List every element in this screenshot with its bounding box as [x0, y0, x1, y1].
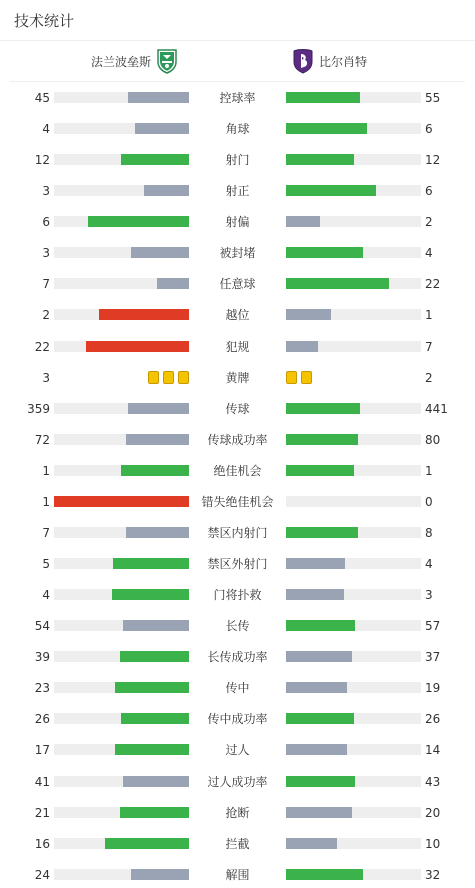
home-stat-bar	[121, 713, 189, 724]
stat-row	[0, 181, 475, 201]
away-stat-bar-track	[286, 278, 421, 289]
home-stat-bar-track	[54, 465, 189, 476]
home-stat-bar-track	[54, 309, 189, 320]
away-stat-value: 12	[425, 153, 441, 168]
home-stat-value: 45	[34, 91, 50, 105]
stat-label: 绝佳机会	[213, 463, 262, 478]
away-team[interactable]	[292, 48, 367, 74]
home-stat-value: 6	[42, 215, 50, 230]
home-stat-bar-track	[54, 682, 189, 693]
away-stat-bar	[286, 309, 331, 320]
away-stat-bar-track	[286, 527, 421, 538]
stat-label: 解围	[225, 867, 250, 882]
away-stat-bar	[286, 154, 354, 165]
home-stat-bar-track	[54, 651, 189, 662]
stat-label: 传球	[225, 401, 250, 416]
away-stat-bar-track	[286, 465, 421, 476]
stat-label: 过人成功率	[207, 774, 268, 789]
home-stat-bar	[128, 92, 189, 103]
home-stat-bar	[131, 247, 189, 258]
away-stat-value: 4	[425, 557, 433, 572]
home-stat-value: 17	[34, 743, 50, 758]
away-stat-value: 0	[425, 494, 433, 509]
away-team-name: 比尔肖特	[319, 54, 368, 69]
away-stat-bar-track	[286, 744, 421, 755]
stat-label: 长传	[225, 619, 250, 634]
stat-label: 射门	[225, 153, 250, 168]
stat-label: 黄牌	[225, 370, 250, 385]
stat-label: 越位	[225, 308, 250, 323]
away-stat-bar	[286, 558, 345, 569]
stat-label: 射正	[225, 184, 250, 199]
stat-label: 任意球	[219, 277, 256, 292]
home-stat-value: 22	[34, 339, 50, 354]
away-stat-bar	[286, 341, 318, 352]
home-stat-value: 7	[42, 277, 50, 292]
home-stat-bar	[54, 496, 189, 507]
home-stat-value: 3	[42, 184, 50, 199]
away-stat-bar-track	[286, 776, 421, 787]
home-stat-value: 41	[34, 774, 50, 789]
stat-row	[0, 803, 475, 823]
away-stat-bar	[286, 216, 320, 227]
away-stat-bar	[286, 92, 360, 103]
stat-row	[0, 305, 475, 325]
home-stat-value: 3	[42, 246, 50, 261]
stat-row	[0, 243, 475, 263]
away-stat-bar-track	[286, 589, 421, 600]
stat-row	[0, 88, 475, 108]
home-stat-value: 2	[42, 308, 50, 323]
home-stat-bar	[121, 465, 189, 476]
away-stat-value: 3	[425, 588, 433, 603]
away-stat-bar-track	[286, 92, 421, 103]
home-stat-bar-track	[54, 744, 189, 755]
away-stat-value: 55	[425, 91, 441, 105]
away-stat-value: 57	[425, 619, 441, 634]
yellow-card-icon	[178, 371, 189, 384]
away-stat-value: 4	[425, 246, 433, 261]
home-stat-bar	[123, 776, 189, 787]
home-stat-value: 16	[34, 836, 50, 851]
away-stat-bar	[286, 682, 347, 693]
home-stat-bar	[113, 558, 189, 569]
yellow-card-icon	[148, 371, 159, 384]
away-stat-value: 6	[425, 184, 433, 199]
stat-row	[0, 274, 475, 294]
home-stat-bar-track	[54, 838, 189, 849]
home-stat-bar	[120, 807, 189, 818]
stat-row	[0, 368, 475, 388]
stat-label: 过人	[225, 743, 250, 758]
home-stat-bar-track	[54, 589, 189, 600]
away-stat-value: 80	[425, 432, 441, 447]
home-stat-bar	[123, 620, 189, 631]
away-stat-bar-track	[286, 869, 421, 880]
home-stat-bar-track	[54, 247, 189, 258]
home-stat-bar-track	[54, 154, 189, 165]
home-stat-value: 12	[34, 153, 50, 168]
away-stat-value: 20	[425, 805, 441, 820]
yellow-card-icon	[301, 371, 312, 384]
home-stat-bar-track	[54, 434, 189, 445]
away-stat-bar-track	[286, 216, 421, 227]
stat-label: 抢断	[225, 805, 250, 820]
stat-label: 射偏	[225, 215, 250, 230]
away-stat-bar	[286, 744, 347, 755]
home-stat-bar-track	[54, 713, 189, 724]
away-stat-value: 2	[425, 370, 433, 385]
teams-header	[10, 41, 465, 82]
purple-shield-crest-icon	[292, 48, 314, 74]
away-stat-bar	[286, 278, 389, 289]
home-stat-bar	[131, 869, 189, 880]
home-stat-value: 26	[34, 712, 50, 727]
away-stat-bar-track	[286, 123, 421, 134]
stat-label: 犯规	[225, 339, 250, 354]
home-stat-bar	[128, 403, 189, 414]
away-stat-bar	[286, 869, 363, 880]
home-stat-value: 39	[34, 650, 50, 665]
away-stat-bar-track	[286, 154, 421, 165]
away-stat-value: 2	[425, 215, 433, 230]
home-stat-bar	[86, 341, 189, 352]
stat-row	[0, 772, 475, 792]
stat-label: 传球成功率	[207, 432, 268, 447]
away-stat-value: 8	[425, 525, 433, 540]
stat-row	[0, 119, 475, 139]
away-stat-bar	[286, 465, 354, 476]
away-stat-bar	[286, 620, 355, 631]
away-stat-value: 10	[425, 836, 441, 851]
home-stat-value: 359	[27, 401, 50, 416]
home-stat-bar-track	[54, 869, 189, 880]
stat-row	[0, 492, 475, 512]
away-stat-bar-track	[286, 341, 421, 352]
away-stat-bar	[286, 807, 352, 818]
home-stat-value: 3	[42, 370, 50, 385]
away-stat-bar	[286, 123, 367, 134]
stat-row	[0, 461, 475, 481]
page-header	[0, 0, 475, 41]
home-stat-bar-track	[54, 123, 189, 134]
home-stat-value: 4	[42, 122, 50, 137]
home-stat-bar	[157, 278, 189, 289]
stat-label: 拦截	[225, 836, 250, 851]
home-yellow-cards	[148, 371, 189, 384]
home-stat-value: 1	[42, 463, 50, 478]
yellow-card-icon	[163, 371, 174, 384]
away-stat-value: 7	[425, 339, 433, 354]
stat-label: 传中成功率	[207, 712, 268, 727]
home-stat-bar	[126, 434, 189, 445]
page-title: 技术统计	[14, 12, 75, 30]
away-stat-bar-track	[286, 807, 421, 818]
stat-row	[0, 399, 475, 419]
away-stat-bar-track	[286, 403, 421, 414]
stat-row	[0, 212, 475, 232]
home-stat-bar	[126, 527, 189, 538]
home-stat-value: 54	[34, 619, 50, 634]
home-stat-bar	[99, 309, 189, 320]
stat-row	[0, 740, 475, 760]
home-stat-bar	[121, 154, 189, 165]
away-stat-bar-track	[286, 434, 421, 445]
away-stat-bar	[286, 403, 360, 414]
away-stat-bar-track	[286, 620, 421, 631]
away-stat-value: 43	[425, 774, 441, 789]
stat-label: 错失绝佳机会	[201, 494, 274, 509]
away-stat-value: 6	[425, 122, 433, 137]
home-stat-value: 21	[34, 805, 50, 820]
home-stat-bar-track	[54, 278, 189, 289]
away-stat-bar	[286, 589, 344, 600]
home-stat-bar	[115, 744, 189, 755]
home-team[interactable]	[91, 48, 178, 74]
away-stat-bar-track	[286, 309, 421, 320]
home-stat-value: 7	[42, 525, 50, 540]
stat-label: 传中	[225, 681, 250, 696]
stat-row	[0, 678, 475, 698]
home-stat-bar-track	[54, 527, 189, 538]
away-stat-value: 441	[425, 401, 448, 416]
away-stat-bar-track	[286, 713, 421, 724]
away-stat-bar	[286, 247, 363, 258]
away-stat-bar	[286, 776, 355, 787]
home-stat-value: 72	[34, 432, 50, 447]
stat-label: 控球率	[219, 91, 256, 105]
stat-label: 禁区内射门	[207, 525, 268, 540]
home-stat-value: 4	[42, 588, 50, 603]
stat-row	[0, 709, 475, 729]
away-stat-bar-track	[286, 247, 421, 258]
stat-label: 门将扑救	[213, 588, 262, 603]
green-shield-crest-icon	[156, 48, 178, 74]
stat-row	[0, 585, 475, 605]
home-stat-bar-track	[54, 807, 189, 818]
away-stat-value: 14	[425, 743, 441, 758]
away-stat-bar-track	[286, 558, 421, 569]
home-team-name: 法兰波垒斯	[90, 54, 151, 69]
away-stat-value: 22	[425, 277, 441, 292]
away-stat-bar-track	[286, 682, 421, 693]
home-stat-bar-track	[54, 185, 189, 196]
home-stat-bar-track	[54, 92, 189, 103]
home-stat-bar	[112, 589, 189, 600]
home-stat-bar-track	[54, 558, 189, 569]
stat-row	[0, 523, 475, 543]
stat-label: 禁区外射门	[207, 557, 268, 572]
home-stat-bar	[105, 838, 189, 849]
home-stat-bar	[144, 185, 189, 196]
home-stat-value: 23	[34, 681, 50, 696]
away-stat-bar	[286, 713, 354, 724]
home-stat-value: 24	[34, 867, 50, 882]
away-stat-value: 37	[425, 650, 441, 665]
stat-label: 被封堵	[219, 246, 256, 261]
home-stat-bar-track	[54, 341, 189, 352]
away-stat-value: 32	[425, 867, 441, 882]
stat-row	[0, 834, 475, 854]
away-stat-bar	[286, 651, 352, 662]
away-stat-bar	[286, 527, 358, 538]
away-stat-bar-track	[286, 651, 421, 662]
home-stat-bar-track	[54, 216, 189, 227]
yellow-card-icon	[286, 371, 297, 384]
away-stat-bar	[286, 434, 358, 445]
away-stat-bar	[286, 838, 337, 849]
home-stat-value: 5	[42, 557, 50, 572]
away-stat-value: 26	[425, 712, 441, 727]
home-stat-bar-track	[54, 496, 189, 507]
home-stat-bar	[88, 216, 189, 227]
away-stat-bar-track	[286, 838, 421, 849]
away-stat-value: 1	[425, 308, 433, 323]
stat-row	[0, 554, 475, 574]
stat-row	[0, 337, 475, 357]
stat-label: 长传成功率	[207, 650, 268, 665]
away-stat-bar	[286, 185, 376, 196]
home-stat-bar-track	[54, 776, 189, 787]
stat-row	[0, 865, 475, 885]
home-stat-bar-track	[54, 620, 189, 631]
stat-row	[0, 616, 475, 636]
stat-row	[0, 150, 475, 170]
stat-row	[0, 430, 475, 450]
away-stat-bar-track	[286, 496, 421, 507]
home-stat-value: 1	[42, 494, 50, 509]
stat-label: 角球	[225, 122, 250, 137]
away-stat-value: 1	[425, 463, 433, 478]
home-stat-bar	[135, 123, 189, 134]
away-yellow-cards	[286, 371, 312, 384]
home-stat-bar	[115, 682, 189, 693]
away-stat-value: 19	[425, 681, 441, 696]
home-stat-bar	[120, 651, 189, 662]
away-stat-bar-track	[286, 185, 421, 196]
stat-row	[0, 647, 475, 667]
home-stat-bar-track	[54, 403, 189, 414]
